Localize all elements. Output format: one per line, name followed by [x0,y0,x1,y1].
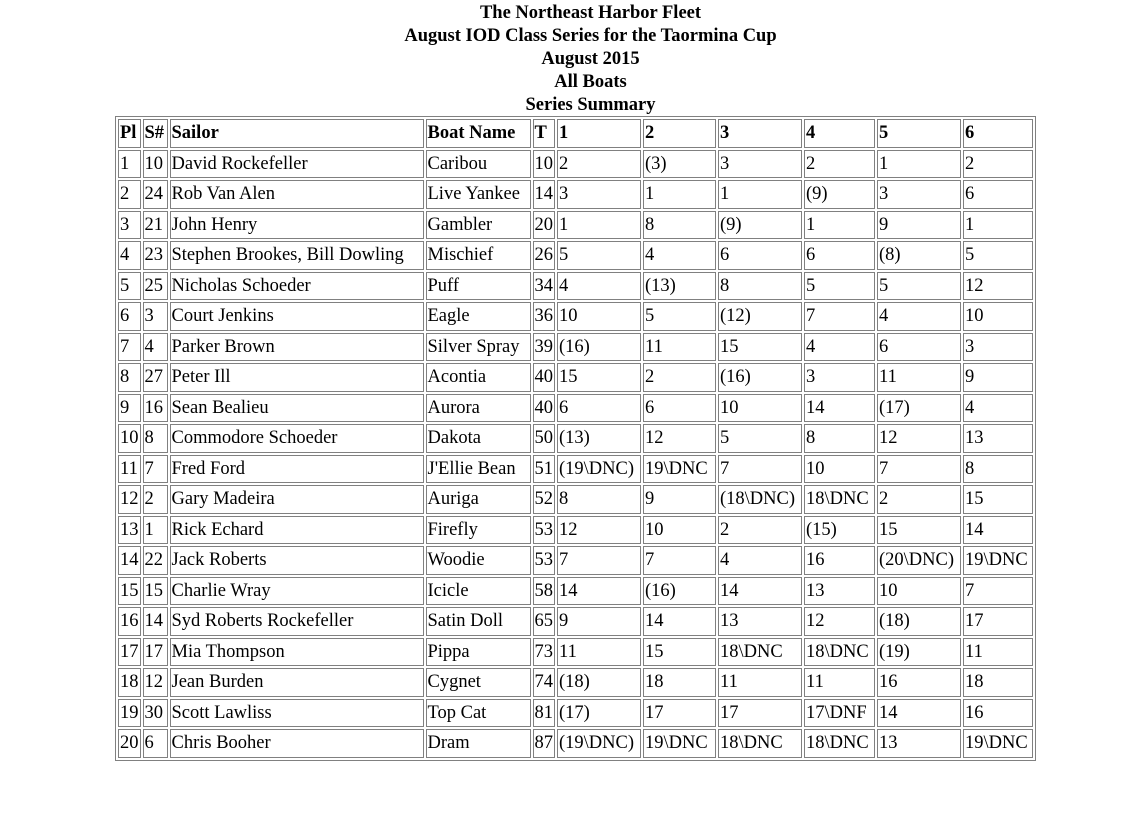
sailor-cell: Scott Lawliss [170,699,424,728]
place-cell: 11 [118,455,141,484]
race-4-cell: (15) [804,516,875,545]
sail-number-cell: 16 [143,394,168,423]
sailor-cell: Court Jenkins [170,302,424,331]
header-row [118,119,1033,148]
table-row [118,638,1033,667]
race-1-cell: (19\DNC) [557,729,641,758]
race-5-cell: 9 [877,211,961,240]
table-row [118,302,1033,331]
race-5-cell: 13 [877,729,961,758]
total-cell: 58 [533,577,556,606]
race-3-cell: 17 [718,699,802,728]
total-cell: 34 [533,272,556,301]
race-2-cell: 19\DNC [643,455,716,484]
race-2-cell: 14 [643,607,716,636]
race-5-cell: 15 [877,516,961,545]
race-6-cell: 9 [963,363,1033,392]
place-cell: 12 [118,485,141,514]
boat-name-cell: Acontia [426,363,531,392]
race-3-cell: 11 [718,668,802,697]
race-4-cell: 1 [804,211,875,240]
sailor-cell: Peter Ill [170,363,424,392]
race-3-cell: 4 [718,546,802,575]
race-1-cell: 15 [557,363,641,392]
place-cell: 6 [118,302,141,331]
race-1-cell: (16) [557,333,641,362]
race-4-cell: (9) [804,180,875,209]
col-header-place: Pl [118,119,141,148]
sailor-cell: Commodore Schoeder [170,424,424,453]
sailor-cell: Nicholas Schoeder [170,272,424,301]
race-2-cell: 11 [643,333,716,362]
sailor-cell: Sean Bealieu [170,394,424,423]
place-cell: 14 [118,546,141,575]
boat-name-cell: Eagle [426,302,531,331]
series-title: August IOD Class Series for the Taormina Cup [404,26,777,46]
boat-name-cell: Woodie [426,546,531,575]
race-6-cell: 10 [963,302,1033,331]
table-row [118,363,1033,392]
race-1-cell: 2 [557,150,641,179]
table-row [118,180,1033,209]
sailor-cell: David Rockefeller [170,150,424,179]
race-6-cell: 13 [963,424,1033,453]
total-cell: 74 [533,668,556,697]
race-2-cell: 8 [643,211,716,240]
race-5-cell: 16 [877,668,961,697]
race-3-cell: 13 [718,607,802,636]
race-1-cell: 3 [557,180,641,209]
race-3-cell: 2 [718,516,802,545]
race-1-cell: 4 [557,272,641,301]
race-4-cell: 3 [804,363,875,392]
race-1-cell: 1 [557,211,641,240]
sailor-cell: Syd Roberts Rockefeller [170,607,424,636]
boat-name-cell: Aurora [426,394,531,423]
race-6-cell: 17 [963,607,1033,636]
race-3-cell: (18\DNC) [718,485,802,514]
race-3-cell: 6 [718,241,802,270]
boat-name-cell: Cygnet [426,668,531,697]
table-row [118,272,1033,301]
race-6-cell: 6 [963,180,1033,209]
place-cell: 16 [118,607,141,636]
sail-number-cell: 23 [143,241,168,270]
series-date: August 2015 [541,49,640,69]
race-3-cell: (16) [718,363,802,392]
results-body [118,150,1033,758]
total-cell: 73 [533,638,556,667]
boat-name-cell: Live Yankee [426,180,531,209]
table-row [118,729,1033,758]
sailor-cell: Parker Brown [170,333,424,362]
place-cell: 9 [118,394,141,423]
table-row [118,241,1033,270]
sailor-cell: Mia Thompson [170,638,424,667]
sail-number-cell: 7 [143,455,168,484]
place-cell: 20 [118,729,141,758]
race-1-cell: (17) [557,699,641,728]
place-cell: 1 [118,150,141,179]
summary-title: Series Summary [525,95,656,115]
table-row [118,577,1033,606]
race-1-cell: 8 [557,485,641,514]
total-cell: 53 [533,516,556,545]
race-4-cell: 14 [804,394,875,423]
race-4-cell: 12 [804,607,875,636]
race-2-cell: 2 [643,363,716,392]
boat-name-cell: Caribou [426,150,531,179]
total-cell: 26 [533,241,556,270]
sail-number-cell: 1 [143,516,168,545]
total-cell: 51 [533,455,556,484]
total-cell: 52 [533,485,556,514]
boat-name-cell: Icicle [426,577,531,606]
total-cell: 40 [533,363,556,392]
race-5-cell: 4 [877,302,961,331]
race-5-cell: 3 [877,180,961,209]
total-cell: 81 [533,699,556,728]
col-header-total: T [533,119,556,148]
boat-name-cell: Pippa [426,638,531,667]
place-cell: 17 [118,638,141,667]
race-5-cell: 7 [877,455,961,484]
race-5-cell: (17) [877,394,961,423]
race-6-cell: 18 [963,668,1033,697]
race-3-cell: 18\DNC [718,729,802,758]
race-3-cell: 10 [718,394,802,423]
total-cell: 36 [533,302,556,331]
sail-number-cell: 22 [143,546,168,575]
race-3-cell: 8 [718,272,802,301]
race-2-cell: 10 [643,516,716,545]
race-5-cell: (19) [877,638,961,667]
race-1-cell: 14 [557,577,641,606]
race-2-cell: 9 [643,485,716,514]
table-row [118,455,1033,484]
place-cell: 10 [118,424,141,453]
col-header-race-2: 2 [643,119,716,148]
race-2-cell: 1 [643,180,716,209]
boat-name-cell: Top Cat [426,699,531,728]
boat-name-cell: Satin Doll [426,607,531,636]
race-2-cell: 5 [643,302,716,331]
boat-name-cell: J'Ellie Bean [426,455,531,484]
boat-name-cell: Mischief [426,241,531,270]
total-cell: 87 [533,729,556,758]
boat-name-cell: Firefly [426,516,531,545]
race-5-cell: 14 [877,699,961,728]
race-1-cell: 11 [557,638,641,667]
sailor-cell: Chris Booher [170,729,424,758]
race-1-cell: 10 [557,302,641,331]
results-table [115,116,1036,761]
race-3-cell: 7 [718,455,802,484]
table-row [118,211,1033,240]
race-5-cell: (18) [877,607,961,636]
total-cell: 39 [533,333,556,362]
table-row [118,699,1033,728]
race-4-cell: 6 [804,241,875,270]
boat-name-cell: Silver Spray [426,333,531,362]
race-2-cell: 12 [643,424,716,453]
boat-name-cell: Dram [426,729,531,758]
sail-number-cell: 10 [143,150,168,179]
place-cell: 15 [118,577,141,606]
col-header-boat-name: Boat Name [426,119,531,148]
sail-number-cell: 14 [143,607,168,636]
race-1-cell: 5 [557,241,641,270]
race-5-cell: 12 [877,424,961,453]
race-2-cell: 7 [643,546,716,575]
race-6-cell: 14 [963,516,1033,545]
race-6-cell: 11 [963,638,1033,667]
sailor-cell: John Henry [170,211,424,240]
race-3-cell: (9) [718,211,802,240]
race-5-cell: 5 [877,272,961,301]
sail-number-cell: 15 [143,577,168,606]
race-2-cell: (16) [643,577,716,606]
sail-number-cell: 30 [143,699,168,728]
race-5-cell: 2 [877,485,961,514]
race-5-cell: (20\DNC) [877,546,961,575]
sailor-cell: Fred Ford [170,455,424,484]
race-3-cell: (12) [718,302,802,331]
race-6-cell: 1 [963,211,1033,240]
boat-name-cell: Dakota [426,424,531,453]
race-4-cell: 10 [804,455,875,484]
race-4-cell: 5 [804,272,875,301]
race-6-cell: 12 [963,272,1033,301]
race-6-cell: 4 [963,394,1033,423]
total-cell: 20 [533,211,556,240]
race-6-cell: 16 [963,699,1033,728]
race-1-cell: (18) [557,668,641,697]
race-1-cell: 9 [557,607,641,636]
race-2-cell: 15 [643,638,716,667]
fleet-title: The Northeast Harbor Fleet [479,3,702,23]
sailor-cell: Charlie Wray [170,577,424,606]
race-3-cell: 14 [718,577,802,606]
table-row [118,485,1033,514]
col-header-sail-number: S# [143,119,168,148]
race-4-cell: 18\DNC [804,729,875,758]
boat-name-cell: Auriga [426,485,531,514]
table-row [118,394,1033,423]
race-6-cell: 15 [963,485,1033,514]
race-2-cell: 6 [643,394,716,423]
place-cell: 5 [118,272,141,301]
sail-number-cell: 27 [143,363,168,392]
sail-number-cell: 8 [143,424,168,453]
race-2-cell: 19\DNC [643,729,716,758]
sailor-cell: Jack Roberts [170,546,424,575]
race-4-cell: 17\DNF [804,699,875,728]
table-row [118,516,1033,545]
race-6-cell: 3 [963,333,1033,362]
place-cell: 4 [118,241,141,270]
race-6-cell: 7 [963,577,1033,606]
race-5-cell: 10 [877,577,961,606]
sail-number-cell: 3 [143,302,168,331]
race-4-cell: 8 [804,424,875,453]
sail-number-cell: 4 [143,333,168,362]
race-1-cell: 7 [557,546,641,575]
sail-number-cell: 25 [143,272,168,301]
sailor-cell: Gary Madeira [170,485,424,514]
table-row [118,150,1033,179]
total-cell: 40 [533,394,556,423]
race-6-cell: 2 [963,150,1033,179]
place-cell: 18 [118,668,141,697]
race-6-cell: 5 [963,241,1033,270]
race-2-cell: 4 [643,241,716,270]
col-header-race-4: 4 [804,119,875,148]
total-cell: 53 [533,546,556,575]
total-cell: 10 [533,150,556,179]
sailor-cell: Rick Echard [170,516,424,545]
race-4-cell: 11 [804,668,875,697]
place-cell: 7 [118,333,141,362]
col-header-race-1: 1 [557,119,641,148]
race-1-cell: (13) [557,424,641,453]
sail-number-cell: 21 [143,211,168,240]
boat-group: All Boats [554,72,627,92]
col-header-race-6: 6 [963,119,1033,148]
sail-number-cell: 2 [143,485,168,514]
race-3-cell: 3 [718,150,802,179]
sail-number-cell: 6 [143,729,168,758]
race-5-cell: 11 [877,363,961,392]
sailor-cell: Stephen Brookes, Bill Dowling [170,241,424,270]
race-4-cell: 2 [804,150,875,179]
total-cell: 65 [533,607,556,636]
race-6-cell: 19\DNC [963,546,1033,575]
race-6-cell: 8 [963,455,1033,484]
race-3-cell: 5 [718,424,802,453]
sailor-cell: Rob Van Alen [170,180,424,209]
sail-number-cell: 24 [143,180,168,209]
col-header-sailor: Sailor [170,119,424,148]
table-row [118,333,1033,362]
race-5-cell: (8) [877,241,961,270]
report-heading [0,2,1141,117]
race-4-cell: 18\DNC [804,485,875,514]
race-4-cell: 7 [804,302,875,331]
table-row [118,668,1033,697]
race-1-cell: 6 [557,394,641,423]
place-cell: 19 [118,699,141,728]
race-3-cell: 15 [718,333,802,362]
race-2-cell: 17 [643,699,716,728]
table-row [118,607,1033,636]
race-1-cell: 12 [557,516,641,545]
boat-name-cell: Puff [426,272,531,301]
race-2-cell: 18 [643,668,716,697]
col-header-race-5: 5 [877,119,961,148]
place-cell: 13 [118,516,141,545]
sail-number-cell: 12 [143,668,168,697]
race-4-cell: 18\DNC [804,638,875,667]
race-4-cell: 4 [804,333,875,362]
total-cell: 14 [533,180,556,209]
race-6-cell: 19\DNC [963,729,1033,758]
sail-number-cell: 17 [143,638,168,667]
race-2-cell: (3) [643,150,716,179]
sailor-cell: Jean Burden [170,668,424,697]
table-row [118,424,1033,453]
race-2-cell: (13) [643,272,716,301]
col-header-race-3: 3 [718,119,802,148]
race-3-cell: 18\DNC [718,638,802,667]
table-row [118,546,1033,575]
place-cell: 3 [118,211,141,240]
total-cell: 50 [533,424,556,453]
race-3-cell: 1 [718,180,802,209]
race-5-cell: 6 [877,333,961,362]
race-1-cell: (19\DNC) [557,455,641,484]
race-4-cell: 13 [804,577,875,606]
race-5-cell: 1 [877,150,961,179]
race-4-cell: 16 [804,546,875,575]
boat-name-cell: Gambler [426,211,531,240]
place-cell: 8 [118,363,141,392]
place-cell: 2 [118,180,141,209]
